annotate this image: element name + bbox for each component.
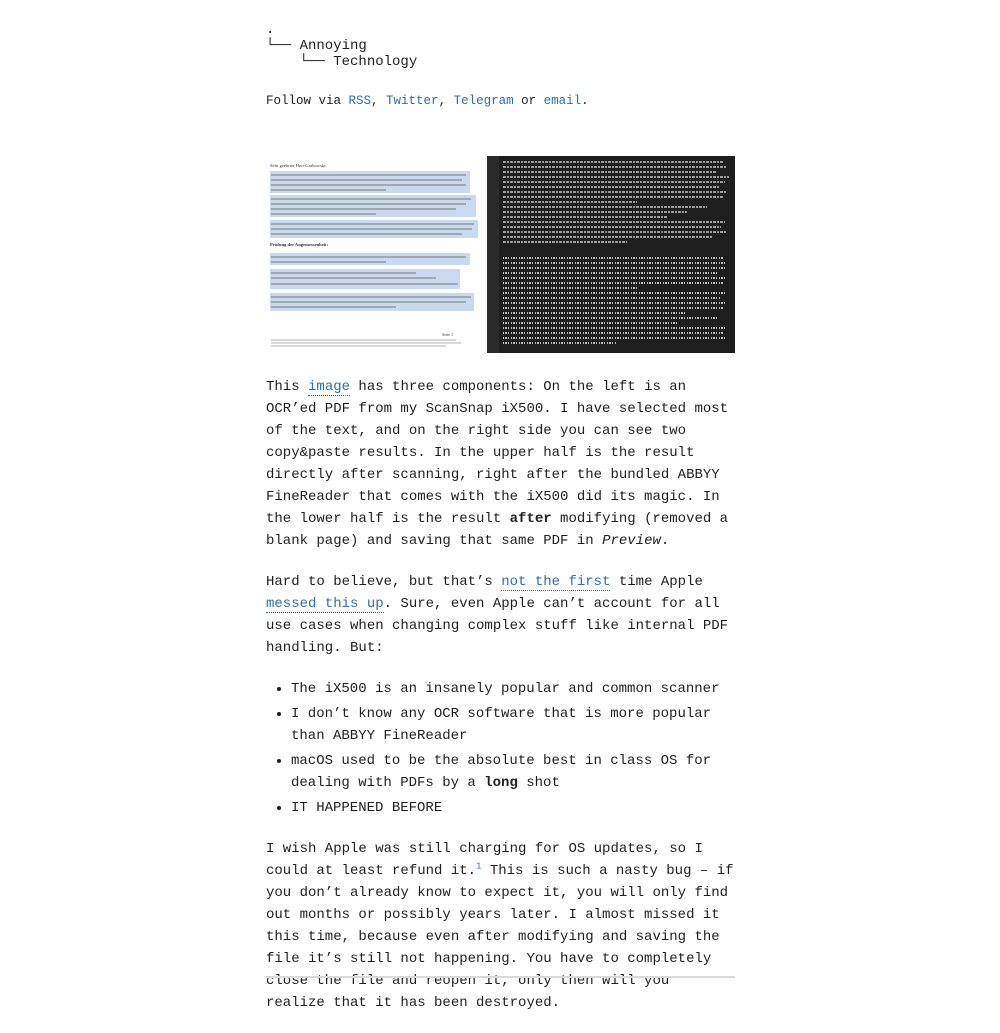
paragraph-3: I wish Apple was still charging for OS updates, so I could at least refund it.$^1$ This is such a nasty bug – if you don’t already know to expect it, you will only find out months or possibly years later. I almost missed it this time, because even after modifying and saving the file it’s still not happening. You have to completely close the file and reopen it, only then will you realize that it has been destroyed.: [266, 841, 734, 1011]
article-image[interactable]: [266, 156, 735, 353]
not-the-first-link[interactable]: not the first: [501, 574, 611, 590]
scan-greeting: Sehr geehrter Herr Grabowski,: [270, 163, 327, 168]
copy-paste-results: [487, 156, 735, 353]
paragraph-1: This image has three components: On the left is an OCR’ed PDF from my ScanSnap iX500. I have selected most of the text, and on the right side you can see two copy&paste results. In the upper half is the result directly after scanning, right after the bundled ABBYY FineReader that comes with the iX500 did its magic. In the lower half is the result after modifying (removed a blank page) and saving that same PDF in Preview.: [266, 379, 729, 549]
email-link[interactable]: email: [543, 94, 582, 108]
clean-ocr-text: [503, 162, 729, 242]
messed-this-up-link[interactable]: messed this up: [266, 596, 384, 612]
telegram-link[interactable]: Telegram: [453, 94, 514, 108]
scanned-page-graphic: [266, 156, 482, 353]
emphasis-preview: Preview: [602, 533, 661, 549]
bullet-list: [266, 678, 736, 819]
list-item: • I don’t know any OCR software that is more popular than ABBYY FineReader: [291, 703, 736, 747]
follow-sep-1: ,: [371, 94, 387, 108]
site-title-line-2: └── Technology: [266, 54, 418, 70]
list-item: • The iX500 is an insanely popular and common scanner: [291, 678, 736, 700]
garbled-text: [503, 258, 727, 343]
paragraph-2: Hard to believe, but that’s not the first time Apple messed this up. Sure, even Apple can’t account for all use cases when changing complex stuff like internal PDF handling. But:: [266, 574, 729, 656]
site-title-line-1: └── Annoying: [266, 38, 367, 54]
scan-footer-lines: [271, 340, 461, 346]
scanned-pdf-page: [266, 156, 482, 353]
list-item: • macOS used to be the absolute best in class OS for dealing with PDFs by a long shot: [291, 750, 736, 794]
image-link[interactable]: image: [308, 379, 351, 395]
terminal-text-graphic: [487, 156, 735, 353]
footnote-link[interactable]: 1: [476, 861, 482, 872]
emphasis-after: after: [509, 511, 552, 527]
site-title-root: .: [266, 22, 275, 38]
scan-page-number: Seite 1: [442, 332, 453, 337]
follow-prefix: Follow via: [266, 94, 349, 108]
twitter-link[interactable]: Twitter: [386, 94, 439, 108]
rss-link[interactable]: RSS: [348, 94, 372, 108]
list-item: • IT HAPPENED BEFORE: [291, 797, 736, 819]
selection-highlight: [270, 269, 460, 289]
line-number-gutter: [487, 156, 499, 353]
follow-line: [266, 93, 589, 109]
selection-highlight: [270, 253, 470, 265]
follow-sep-2: ,: [438, 94, 454, 108]
emphasis-long: long: [484, 775, 518, 791]
follow-sep-3: or: [513, 94, 544, 108]
site-title[interactable]: [266, 22, 417, 70]
follow-suffix: .: [581, 94, 589, 108]
article-body: [266, 376, 736, 1033]
footnote-divider: [266, 976, 735, 978]
scan-heading: Prüfung der Angemessenheit:: [270, 242, 329, 247]
